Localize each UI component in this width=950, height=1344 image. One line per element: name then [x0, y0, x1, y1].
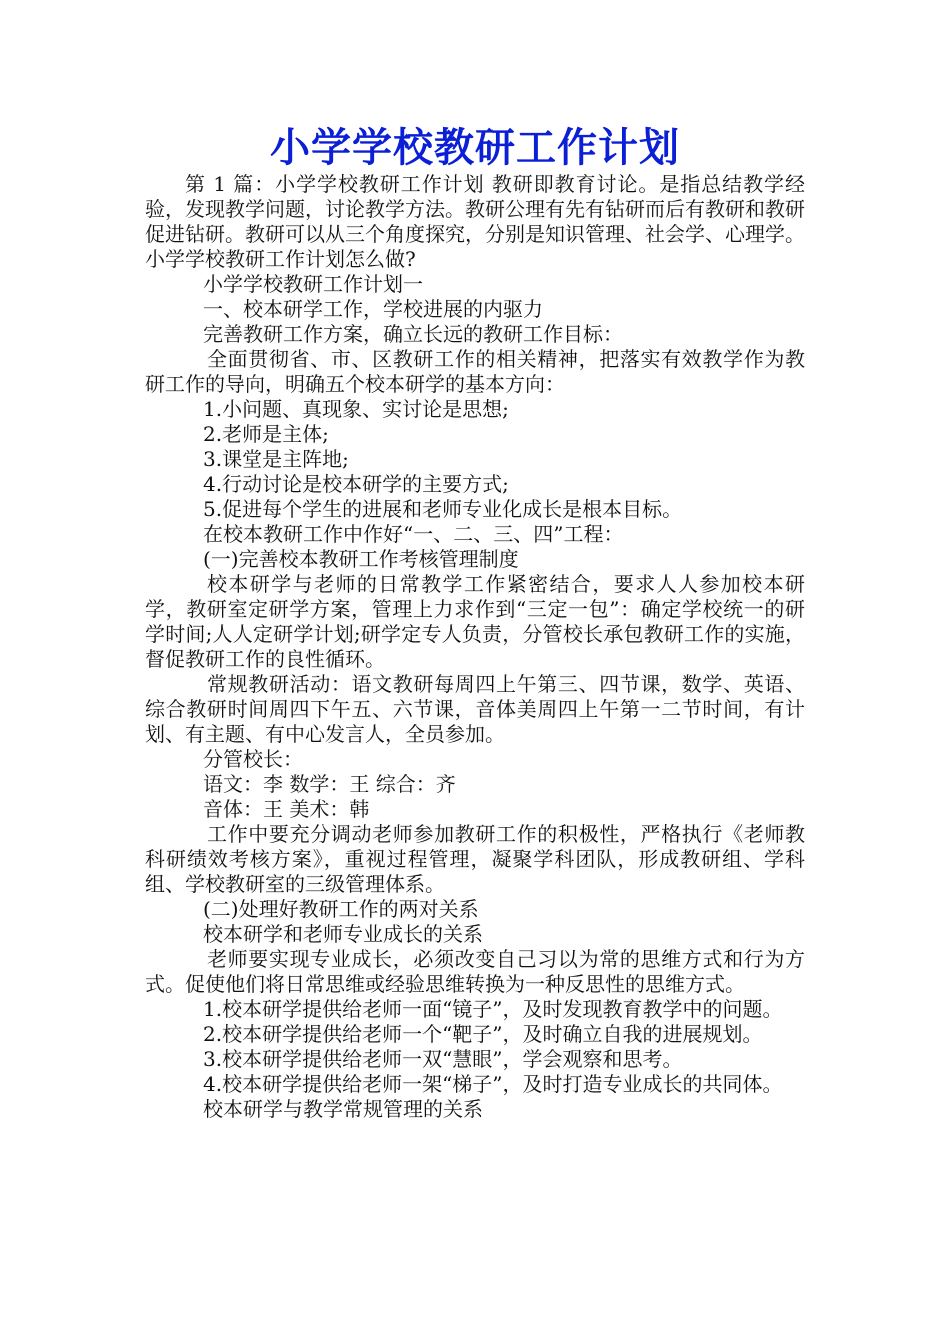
document-body [145, 172, 805, 1122]
paragraph: 完善教研工作方案，确立长远的教研工作目标： [203, 322, 623, 346]
paragraph: 4.行动讨论是校本研学的主要方式; [203, 472, 509, 496]
paragraph: 一、校本研学工作，学校进展的内驱力 [203, 297, 543, 321]
paragraph: 3.校本研学提供给老师一双“慧眼”，学会观察和思考。 [203, 1047, 683, 1071]
paragraph: 5.促进每个学生的进展和老师专业化成长是根本目标。 [203, 497, 683, 521]
paragraph: 2.老师是主体; [203, 422, 329, 446]
paragraph: 工作中要充分调动老师参加教研工作的积极性，严格执行《老师教科研绩效考核方案》，重视过程管理，凝聚学科团队，形成教研组、学科组、学校教研室的三级管理体系。 [145, 822, 805, 896]
paragraph: 第 1 篇：小学学校教研工作计划 教研即教育讨论。是指总结教学经验，发现教学问题，讨论教学方法。教研公理有先有钻研而后有教研和教研促进钻研。教研可以从三个角度探究，分别是知识管理、社会学、心理学。小学学校教研工作计划怎么做? [145, 172, 805, 271]
paragraph: 音体：王 美术：韩 [203, 797, 370, 821]
paragraph: 4.校本研学提供给老师一架“梯子”，及时打造专业成长的共同体。 [203, 1072, 783, 1096]
paragraph: (一)完善校本教研工作考核管理制度 [203, 547, 519, 571]
paragraph: 校本研学与老师的日常教学工作紧密结合，要求人人参加校本研学，教研室定研学方案，管理上力求作到“三定一包”：确定学校统一的研学时间;人人定研学计划;研学定专人负责，分管校长承包教研工作的实施，督促教研工作的良性循环。 [145, 572, 805, 671]
paragraph: 语文：李 数学：王 综合：齐 [203, 772, 456, 796]
paragraph: 校本研学与教学常规管理的关系 [203, 1097, 483, 1121]
paragraph: 1.校本研学提供给老师一面“镜子”，及时发现教育教学中的问题。 [203, 997, 783, 1021]
paragraph: 在校本教研工作中作好“一、二、三、四”工程： [203, 522, 624, 546]
paragraph: 1.小问题、真现象、实讨论是思想; [203, 397, 509, 421]
paragraph: (二)处理好教研工作的两对关系 [203, 897, 479, 921]
paragraph: 常规教研活动：语文教研每周四上午第三、四节课，数学、英语、综合教研时间周四下午五、六节课，音体美周四上午第一二节时间，有计划、有主题、有中心发言人，全员参加。 [145, 672, 805, 746]
paragraph: 分管校长： [203, 747, 303, 771]
document-title: 小学学校教研工作计划 [270, 124, 680, 171]
paragraph: 小学学校教研工作计划一 [203, 272, 423, 296]
paragraph: 2.校本研学提供给老师一个“靶子”，及时确立自我的进展规划。 [203, 1022, 763, 1046]
paragraph: 全面贯彻省、市、区教研工作的相关精神，把落实有效教学作为教研工作的导向，明确五个校本研学的基本方向： [145, 347, 805, 396]
paragraph: 3.课堂是主阵地; [203, 447, 349, 471]
paragraph: 老师要实现专业成长，必须改变自己习以为常的思维方式和行为方式。促使他们将日常思维或经验思维转换为一种反思性的思维方式。 [145, 947, 805, 996]
paragraph: 校本研学和老师专业成长的关系 [203, 922, 483, 946]
